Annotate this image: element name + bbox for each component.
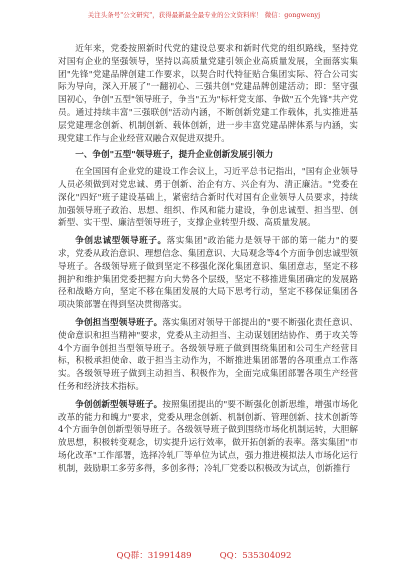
innovation-team-text: 按照集团提出的"要不断强化创新思维，增强市场化改革的能力和魄力"要求，党委从理念创新、机制创新、管理创新、技术创新等4个方面争创创新型领导班子。各级领导班子做到围绕市场化机制运转，大胆解放思想，积极转变观念，切实提升运行效率，做开拓创新的表率。落实集团"市场化改革"工作部署，选择冷轧厂等单位为试点，强力推进模拟法人市场化运行机制，鼓励职工多劳多得，多创多得；冷轧厂党委以积极改为试点，创新推行 <box>58 399 358 474</box>
duty-team-text: 落实集团对领导干部提出的"要不断强化责任意识、使命意识和担当精神"要求，党委从主动担当、主动谋划团结协作、勇于攻关等4个方面争创担当型领导班子。各级领导班子做到围绕集团和公司生产经营目标，积极承担使命、敢于担当主动作为，不断推进集团部署的各项重点工作落实。各级领导班子做到主动担当、积极作为，全面完成集团部署各项生产经营任务和经济技术指标。 <box>58 317 358 392</box>
section-heading: 一、争创"五型"领导班子，提升企业创新发展引领力 <box>75 150 274 161</box>
section-paragraph: 在全国国有企业党的建设工作会议上，习近平总书记指出，"国有企业领导人员必须做到对党忠诚、勇于创新、治企有方、兴企有为、清正廉洁。"党委在深化"四好"班子建设基础上，紧密结合新时代对国有企业领导人员要求，持续加强领导班子政治、思想、组织、作风和能力建设，争创忠诚型、担当型、创新型、实干型、廉洁型领导班子，支撑企业转型升级、高质量发展。 <box>58 167 358 229</box>
innovation-team-paragraph <box>58 399 358 476</box>
intro-paragraph: 近年来，党委按照新时代党的建设总要求和新时代党的组织路线，坚持党对国有企业的坚强领导，坚持以高质量党建引领企业高质量发展，全面落实集团"先锋"党建品牌创建工作要求，以契合时代特征贴合集团实际、符合公司实际为导向，深入开展了"一翻初心、三强共创"党建品牌创建活动；即：坚守强国初心，争创"五型"领导班子，争当"五为"标杆党支部、争做"五个先锋"共产党员。通过持续丰富"三强联创"活动内涵，不断创新党建工作载体，扎实推进基层党建理念创新、机制创新、载体创新，进一步丰富党建品牌体系与内涵，实现党建工作与企业经营双融合双促进双提升。 <box>58 44 358 144</box>
loyal-team-title: 争创忠诚型领导班子。 <box>75 236 167 247</box>
qq-number: QQ：535304092 <box>219 551 292 561</box>
innovation-team-title: 争创创新型领导班子。 <box>75 399 163 410</box>
document-body <box>58 43 358 478</box>
loyal-team-paragraph <box>58 235 358 312</box>
duty-team-paragraph <box>58 317 358 394</box>
top-banner: 关注头条号"公文研究"，获得最新最全最专业的公文资料库！ 微信：gongwenyj <box>87 11 321 19</box>
footer-contact <box>0 549 408 561</box>
qq-group: QQ群：31991489 <box>116 551 192 561</box>
loyal-team-text: 落实集团"政治能力是领导干部的第一能力"的要求，党委从政治意识、理想信念、集团意识、大局观念等4个方面争创忠诚型领导班子。各级领导班子做到坚定不移强化深化集团意识、集团意志，坚定不移拥护和维护集团党委把握方向大势各个层级，坚定不移推进集团确定的发展路径和战略方向，坚定不移在集团发展的大局下思考行动，坚定不移保证集团各项决策部署在得到坚决贯彻落实。 <box>58 236 358 311</box>
duty-team-title: 争创担当型领导班子。 <box>75 317 163 328</box>
